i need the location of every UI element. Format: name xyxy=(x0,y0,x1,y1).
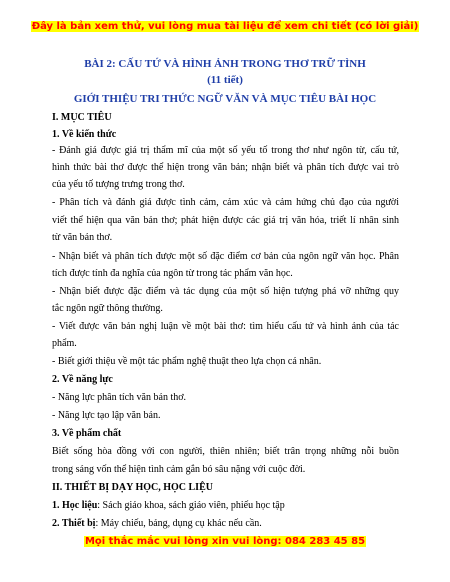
section-heading-equipment: II. THIẾT BỊ DẠY HỌC, HỌC LIỆU xyxy=(52,482,213,493)
paragraph-line: Biết sống hòa đồng với con người, thiên nhiên; biết trân trọng những nỗi buồn xyxy=(52,446,399,457)
lesson-hours: (11 tiết) xyxy=(207,74,243,86)
paragraph-line: viết thể hiện qua văn bản thơ; phát hiện được các giá trị văn hóa, triết lí nhân sinh xyxy=(52,215,399,226)
paragraph-line: - Viết được văn bản nghị luận về một bài thơ: tìm hiểu cấu tứ và hình ảnh của tác xyxy=(52,321,399,332)
paragraph-line: - Biết giới thiệu về một tác phẩm nghệ thuật theo lựa chọn cá nhân. xyxy=(52,356,322,367)
subheading-competence: 2. Về năng lực xyxy=(52,374,113,385)
paragraph-line: - Năng lực phân tích văn bản thơ. xyxy=(52,392,187,403)
paragraph-line: trong sáng vốn thể hiện tình cảm gắn bó sâu nặng với cuộc đời. xyxy=(52,464,306,475)
paragraph-line: hình thức bài thơ được thể hiện trong văn bản; nhận biết và phân tích được vai trò xyxy=(52,162,399,173)
materials-label: 1. Học liệu xyxy=(52,500,98,511)
subheading-knowledge: 1. Về kiến thức xyxy=(52,129,117,140)
paragraph-line: - Năng lực tạo lập văn bản. xyxy=(52,410,161,421)
paragraph-line: của yếu tố tượng trưng trong thơ. xyxy=(52,179,185,190)
preview-notice-banner: Đây là bản xem thử, vui lòng mua tài liệu để xem chi tiết (có lời giải) xyxy=(31,21,419,32)
equipment-label: 2. Thiết bị xyxy=(52,518,96,529)
equipment-text: : Máy chiếu, bảng, dụng cụ khác nếu cần. xyxy=(95,518,262,529)
equipment-line xyxy=(52,517,262,530)
paragraph-line: tắc ngôn ngữ thông thường. xyxy=(52,303,163,314)
materials-line xyxy=(52,499,285,512)
contact-banner: Mọi thắc mắc vui lòng xin vui lòng: 084 283 45 85 xyxy=(84,536,366,547)
paragraph-line: - Nhận biết được đặc điểm và tác dụng của một số hiện tượng phá vỡ những quy xyxy=(52,286,399,297)
paragraph-line: - Phân tích và đánh giá được tình cảm, cảm xúc và cảm hứng chủ đạo của người xyxy=(52,197,399,208)
materials-text: : Sách giáo khoa, sách giáo viên, phiếu học tập xyxy=(97,500,285,511)
paragraph-line: phẩm. xyxy=(52,338,77,349)
section-heading-objectives: I. MỤC TIÊU xyxy=(52,112,112,123)
paragraph-line: - Đánh giá được giá trị thẩm mĩ của một số yếu tố trong thơ như ngôn từ, cấu tứ, xyxy=(52,145,399,156)
paragraph-line: - Nhận biết và phân tích được một số đặc điểm cơ bản của ngôn ngữ văn học. Phân xyxy=(52,251,399,262)
paragraph-line: từ văn bản thơ. xyxy=(52,232,113,243)
lesson-title: BÀI 2: CẤU TỨ VÀ HÌNH ẢNH TRONG THƠ TRỮ TÌNH xyxy=(84,58,366,70)
intro-title: GIỚI THIỆU TRI THỨC NGỮ VĂN VÀ MỤC TIÊU BÀI HỌC xyxy=(73,93,377,105)
paragraph-line: tích được tính đa nghĩa của ngôn từ trong tác phẩm văn học. xyxy=(52,268,293,279)
subheading-qualities: 3. Về phẩm chất xyxy=(52,428,122,439)
